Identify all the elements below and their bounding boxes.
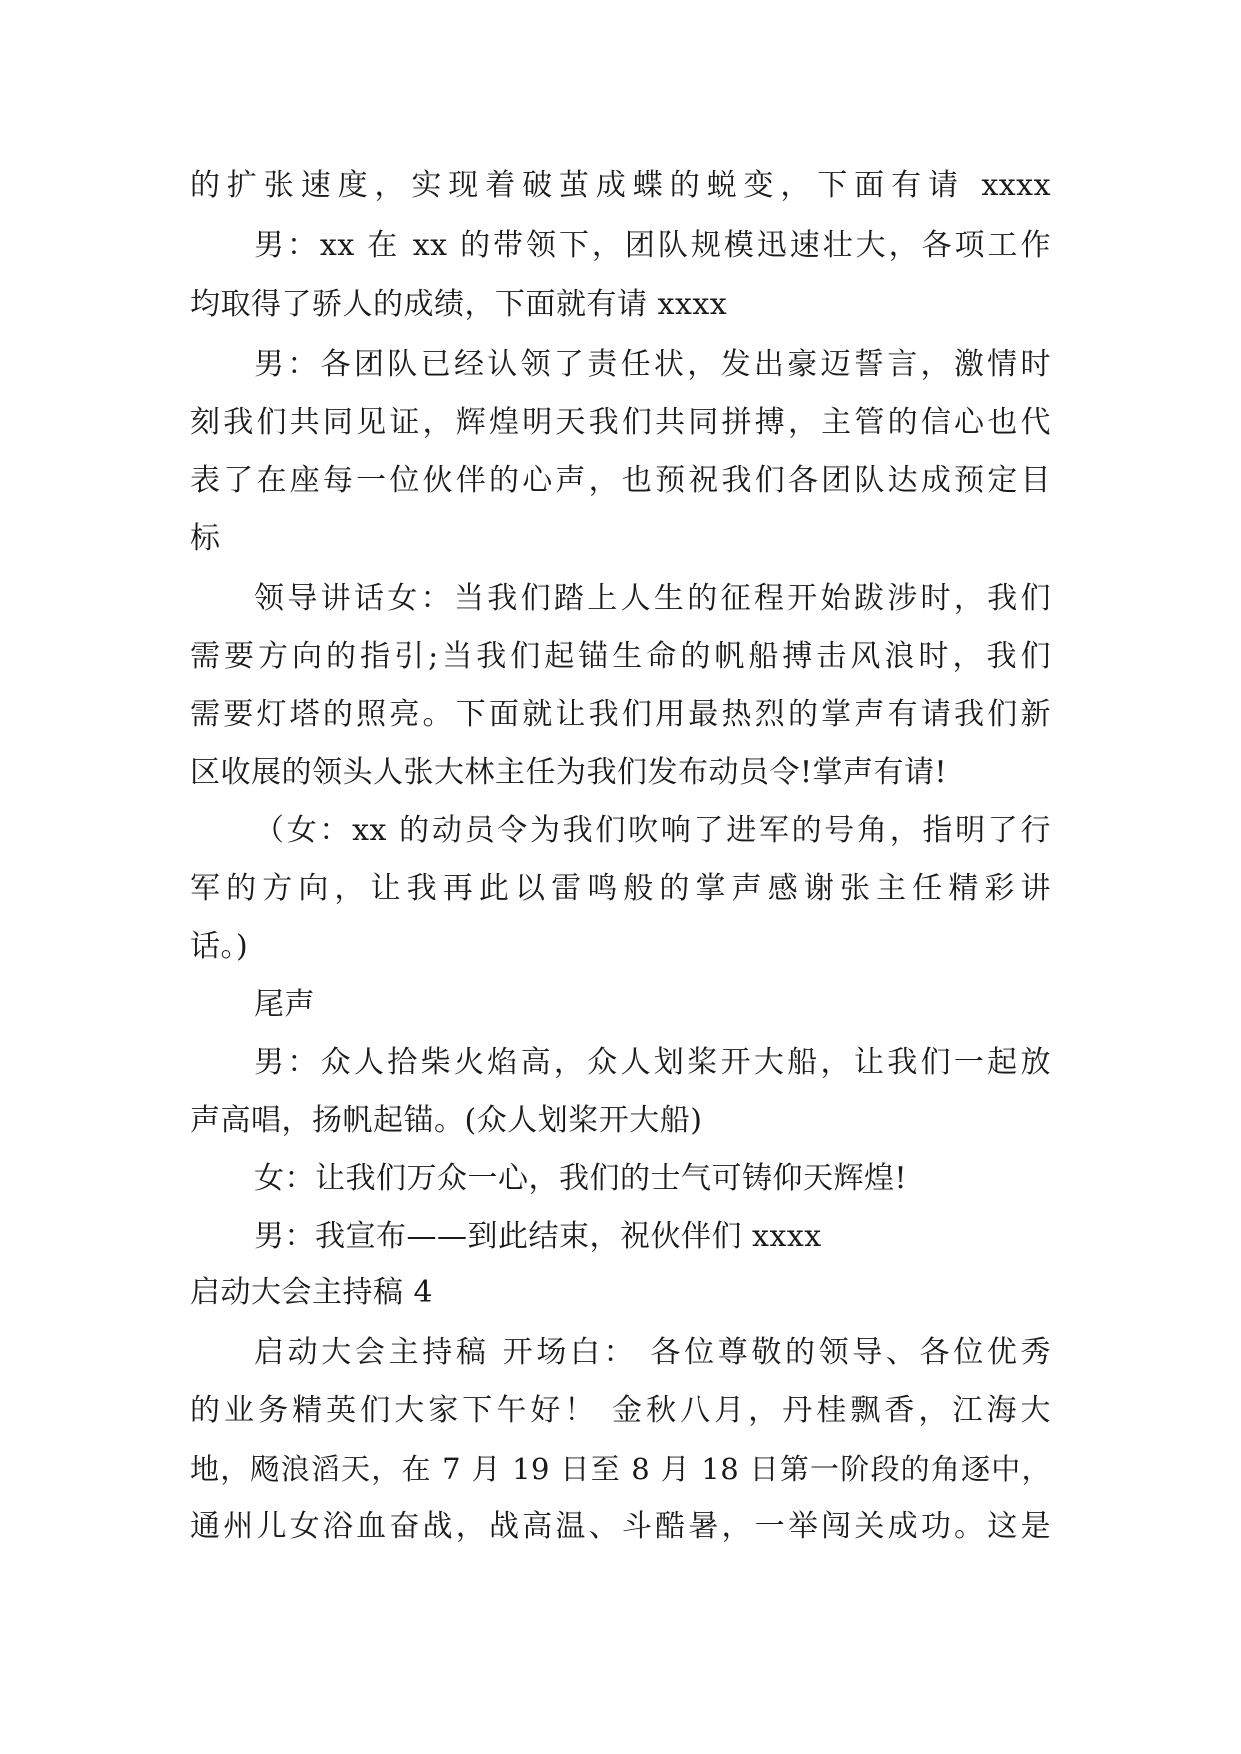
section-heading: 尾声 (254, 987, 315, 1022)
text-line: 男：众人拾柴火焰高，众人划桨开大船，让我们一起放 (254, 1045, 1051, 1080)
text-line: 男：我宣布——到此结束，祝伙伴们 xxxx (254, 1219, 822, 1254)
text-line: 标 (190, 521, 221, 556)
text-line: 的业务精英们大家下午好！ 金秋八月，丹桂飘香，江海大 (190, 1393, 1051, 1428)
text-line: 领导讲话女：当我们踏上人生的征程开始跋涉时，我们 (254, 581, 1051, 616)
text-line: 刻我们共同见证，辉煌明天我们共同拼搏，主管的信心也代 (190, 405, 1051, 440)
text-line: 男：各团队已经认领了责任状，发出豪迈誓言，激情时 (254, 347, 1051, 382)
text-line: 女：让我们万众一心，我们的士气可铸仰天辉煌! (254, 1161, 908, 1196)
text-line: 地，飏浪滔天，在 7 月 19 日至 8 月 18 日第一阶段的角逐中， (190, 1452, 1051, 1486)
text-line: 启动大会主持稿 开场白： 各位尊敬的领导、各位优秀 (254, 1335, 1051, 1370)
text-line: 军的方向，让我再此以雷鸣般的掌声感谢张主任精彩讲 (190, 871, 1051, 906)
text-line: 需要灯塔的照亮。下面就让我们用最热烈的掌声有请我们新 (190, 697, 1051, 732)
text-line: 的扩张速度，实现着破茧成蝶的蜕变，下面有请 xxxx (190, 168, 1051, 203)
text-line: 需要方向的指引;当我们起锚生命的帆船搏击风浪时，我们 (190, 639, 1051, 674)
text-line: 男：xx 在 xx 的带领下，团队规模迅速壮大，各项工作 (254, 228, 1051, 263)
text-line: 通州儿女浴血奋战，战高温、斗酷暑，一举闯关成功。这是 (190, 1509, 1051, 1544)
text-line: 区收展的领头人张大林主任为我们发布动员令!掌声有请! (190, 755, 948, 790)
text-line: 话。) (190, 929, 249, 964)
text-line: 均取得了骄人的成绩，下面就有请 xxxx (190, 287, 728, 322)
text-line: 声高唱，扬帆起锚。(众人划桨开大船) (190, 1103, 703, 1138)
text-line: （女：xx 的动员令为我们吹响了进军的号角，指明了行 (254, 813, 1051, 848)
document-heading: 启动大会主持稿 4 (190, 1275, 434, 1310)
text-line: 表了在座每一位伙伴的心声，也预祝我们各团队达成预定目 (190, 463, 1051, 498)
